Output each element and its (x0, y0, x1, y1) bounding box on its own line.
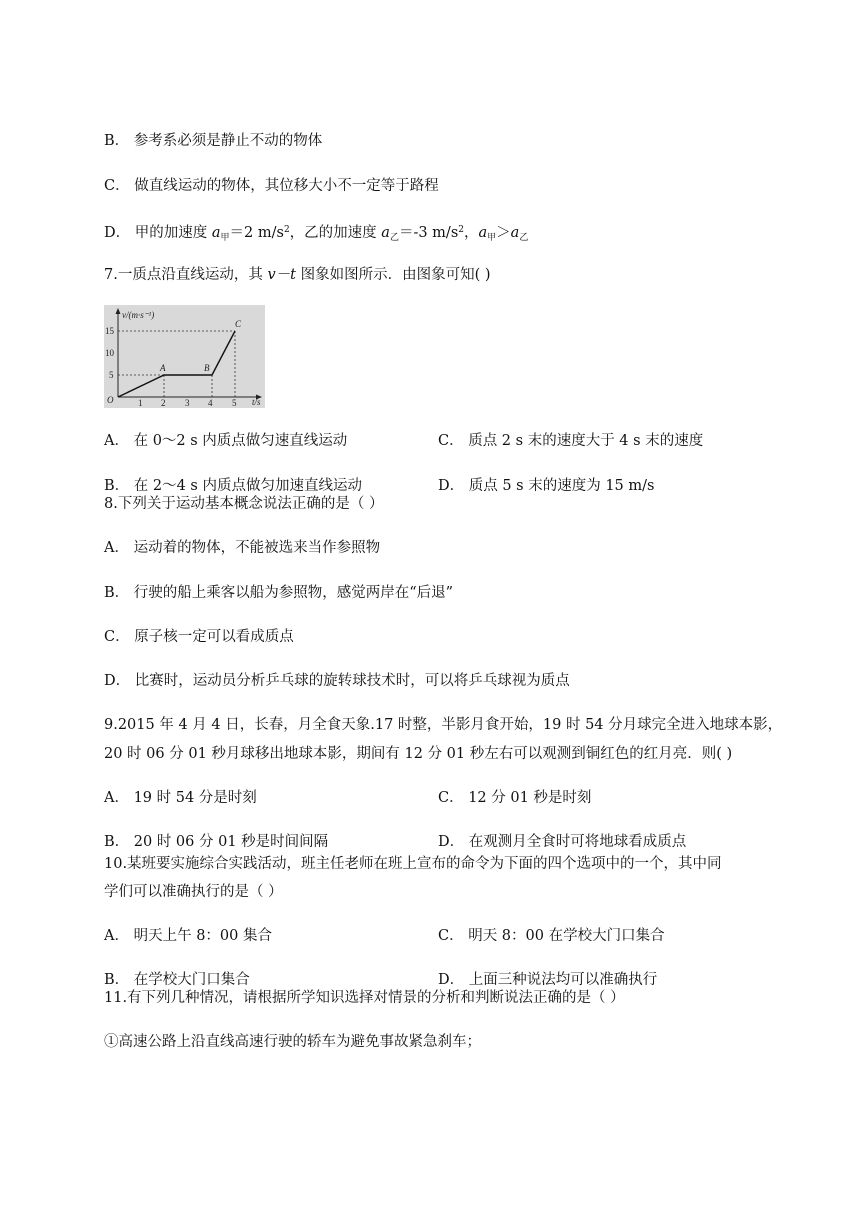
q10-option-c: C． 明天 8：00 在学校大门口集合 (438, 928, 665, 944)
q7-option-a: A． 在 0～2 s 内质点做匀速直线运动 (104, 433, 348, 449)
q8-option-d: D． 比赛时，运动员分析乒乓球的旋转球技术时，可以将乒乓球视为质点 (104, 673, 570, 689)
y-tick-10: 10 (105, 348, 114, 358)
point-c-label: C (235, 319, 242, 329)
q9-stem-line2: 20 时 06 分 01 秒月球移出地球本影，期间有 12 分 01 秒左右可以观测到铜红色的红月亮．则( ) (104, 746, 733, 762)
q7-option-b: B． 在 2～4 s 内质点做匀加速直线运动 (104, 478, 362, 494)
q10-stem-line1: 10.某班要实施综合实践活动，班主任老师在班上宣布的命令为下面的四个选项中的一个，其中同 (104, 856, 722, 872)
q6-option-c: C． 做直线运动的物体，其位移大小不一定等于路程 (104, 178, 439, 194)
q8-stem: 8.下列关于运动基本概念说法正确的是（ ） (104, 496, 384, 512)
x-tick-3: 3 (185, 398, 190, 408)
q10-option-a: A． 明天上午 8：00 集合 (104, 928, 272, 944)
q10-option-b: B． 在学校大门口集合 (104, 972, 250, 988)
q8-option-a: A． 运动着的物体，不能被选来当作参照物 (104, 540, 381, 556)
y-axis-label: v/(m·s⁻¹) (122, 310, 155, 320)
vt-graph-figure (104, 305, 265, 408)
x-tick-4: 4 (208, 398, 213, 408)
point-b-label: B (204, 363, 210, 373)
q7-stem: 7.一质点沿直线运动，其 v－t 图象如图所示．由图象可知( ) (104, 267, 491, 283)
y-tick-15: 15 (105, 326, 114, 336)
x-tick-5: 5 (232, 398, 237, 408)
q6-option-d: D． 甲的加速度 $a_甲=2$ $m/s^2$，乙的加速度 $a_乙=-3$ $m/s^2$，$a_甲>a_乙$ (104, 225, 529, 243)
x-axis-label: t/s (252, 397, 261, 407)
q11-item-1: ①高速公路上沿直线高速行驶的轿车为避免事故紧急刹车； (104, 1034, 481, 1050)
origin-label: O (107, 395, 114, 405)
y-tick-5: 5 (109, 370, 114, 380)
q9-option-b: B． 20 时 06 分 01 秒是时间间隔 (104, 834, 329, 850)
x-tick-1: 1 (138, 398, 143, 408)
q9-option-c: C． 12 分 01 秒是时刻 (438, 790, 592, 806)
point-a-label: A (160, 363, 166, 373)
q8-option-b: B． 行驶的船上乘客以船为参照物，感觉两岸在“后退” (104, 585, 454, 601)
q7-option-d: D． 质点 5 s 末的速度为 15 m/s (438, 478, 655, 494)
q7-option-c: C． 质点 2 s 末的速度大于 4 s 末的速度 (438, 433, 704, 449)
q8-option-c: C． 原子核一定可以看成质点 (104, 629, 294, 645)
q10-stem-line2: 学们可以准确执行的是（ ） (104, 884, 283, 900)
q9-option-a: A． 19 时 54 分是时刻 (104, 790, 257, 806)
q6-option-b: B． 参考系必须是静止不动的物体 (104, 133, 323, 149)
q9-stem-line1: 9.2015 年 4 月 4 日，长春，月全食天象.17 时整，半影月食开始，19 时 54 分月球完全进入地球本影， (104, 717, 783, 733)
q11-stem: 11.有下列几种情况，请根据所学知识选择对情景的分析和判断说法正确的是（ ） (104, 990, 625, 1006)
q10-option-d: D． 上面三种说法均可以准确执行 (438, 972, 658, 988)
x-tick-2: 2 (161, 398, 166, 408)
q9-option-d: D． 在观测月全食时可将地球看成质点 (438, 834, 687, 850)
